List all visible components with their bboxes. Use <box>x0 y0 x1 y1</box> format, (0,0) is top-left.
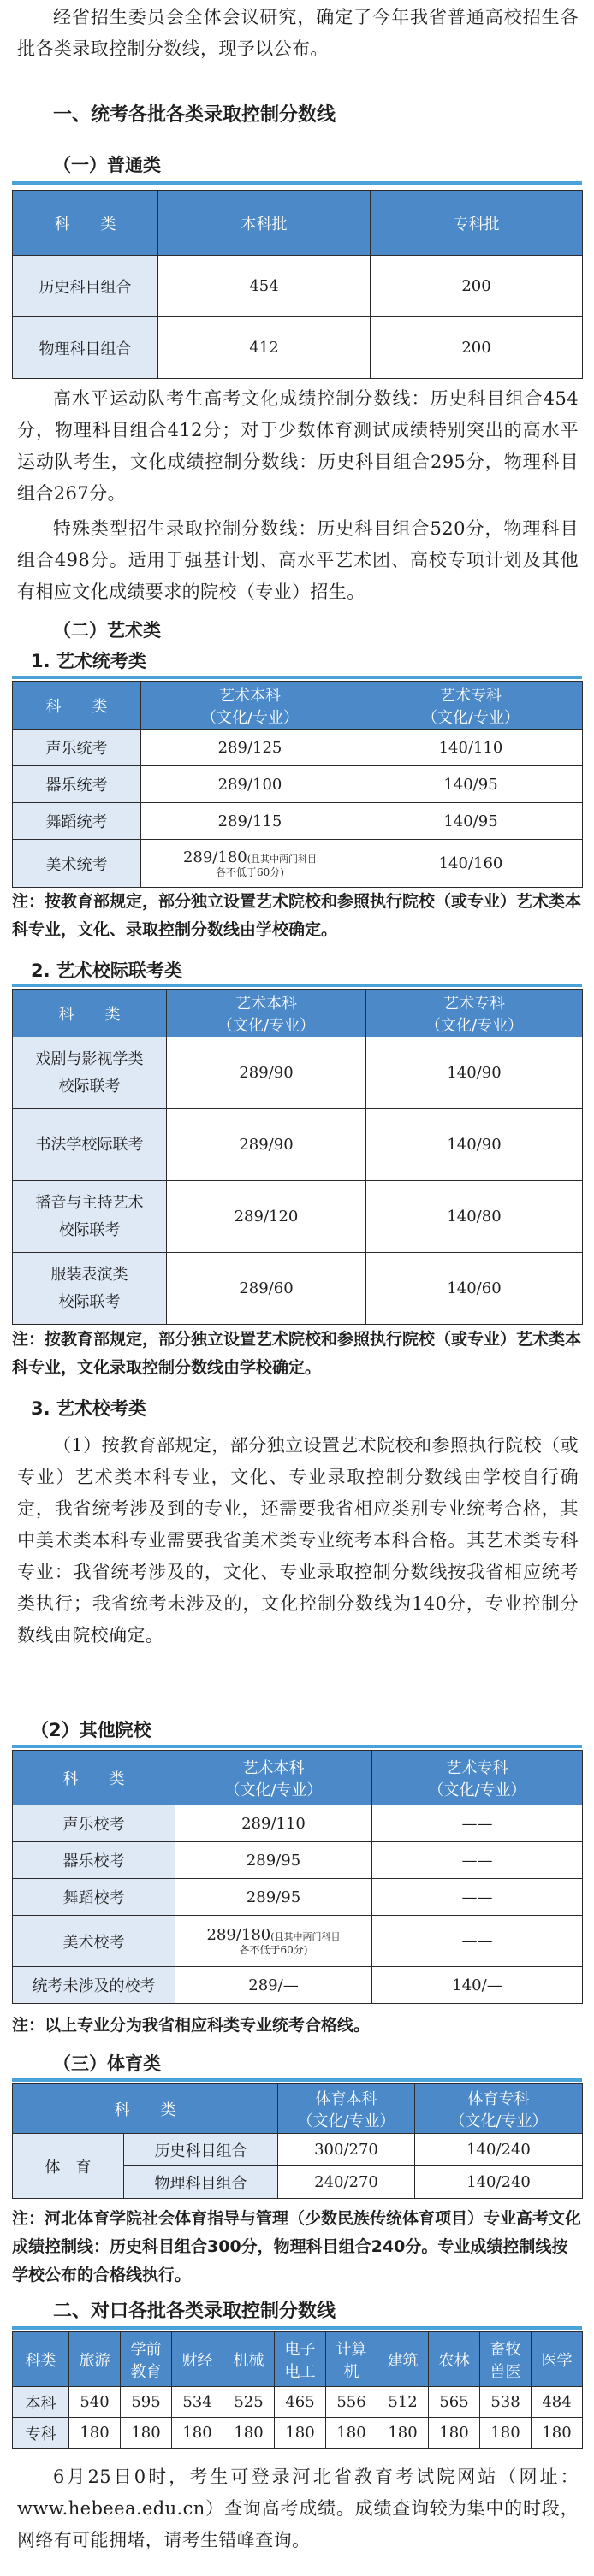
cell-value: 180 <box>275 2418 326 2449</box>
cell-value: 484 <box>532 2387 583 2418</box>
cell-value: 289/95 <box>175 1879 372 1916</box>
row-label: 器乐校考 <box>13 1842 175 1879</box>
cell-value: 412 <box>158 317 371 379</box>
cell-value: 180 <box>326 2418 377 2449</box>
table-row <box>13 256 583 317</box>
header-cell: 艺术本科 （文化/专业） <box>141 682 359 730</box>
cell-value: 140/90 <box>366 1037 583 1109</box>
cell-value: 140/160 <box>359 840 583 888</box>
table-row <box>13 2418 583 2449</box>
row-label: 本科 <box>13 2387 69 2418</box>
divider-bar <box>12 181 582 185</box>
cell-value: 289/— <box>175 1967 372 2004</box>
cell-value: 180 <box>480 2418 532 2449</box>
header-cell: 医学 <box>532 2332 583 2387</box>
row-label: 物理科目组合 <box>13 317 158 379</box>
cell-value: 140/240 <box>415 2166 583 2199</box>
divider-bar <box>12 2078 582 2082</box>
cell-value: 565 <box>429 2387 480 2418</box>
cell-value: 289/90 <box>167 1037 366 1109</box>
yishu-title: （二）艺术类 <box>53 620 161 641</box>
row-sublabel: 历史科目组合 <box>124 2134 278 2166</box>
table-row <box>13 730 583 766</box>
cell-value: 289/60 <box>167 1253 366 1325</box>
table-row <box>13 317 583 379</box>
divider-bar <box>12 2326 582 2330</box>
cell-value: 180 <box>532 2418 583 2449</box>
cell-value: 289/95 <box>175 1842 372 1879</box>
row-label: 书法学校际联考 <box>13 1109 167 1181</box>
cell-value: 140/95 <box>359 803 583 840</box>
xiaoji-title: 2. 艺术校际联考类 <box>31 960 182 981</box>
header-cell: 艺术本科 （文化/专业） <box>167 990 366 1037</box>
cell-value: 289/120 <box>167 1181 366 1253</box>
header-cell: 科 类 <box>13 682 141 730</box>
row-label: 戏剧与影视学类 校际联考 <box>13 1037 167 1109</box>
cell-value: —— <box>372 1879 583 1916</box>
table-row <box>13 1805 583 1842</box>
header-cell: 农林 <box>429 2332 480 2387</box>
cell-value: 289/90 <box>167 1109 366 1181</box>
table-row <box>13 1842 583 1879</box>
cell-value: 534 <box>172 2387 223 2418</box>
other-title: （2）其他院校 <box>31 1720 151 1740</box>
header-cell: 科 类 <box>13 1751 175 1805</box>
cell-value: 140/110 <box>359 730 583 766</box>
table-row <box>13 1181 583 1253</box>
cell-value: 180 <box>121 2418 172 2449</box>
row-label: 舞蹈统考 <box>13 803 141 840</box>
cell-value: 289/180(且其中两门科目 各不低于60分) <box>175 1916 372 1967</box>
table-row <box>13 2387 583 2418</box>
cell-value: —— <box>372 1842 583 1879</box>
cell-value: 289/125 <box>141 730 359 766</box>
putong-paragraph-2: 特殊类型招生录取控制分数线：历史科目组合520分，物理科目组合498分。适用于强基计划、高水平艺术团、高校专项计划及其他有相应文化成绩要求的院校（专业）招生。 <box>17 518 579 602</box>
row-label: 体 育 <box>13 2134 124 2199</box>
row-label: 声乐校考 <box>13 1805 175 1842</box>
table-row <box>13 1967 583 2004</box>
header-cell: 科 类 <box>13 2084 278 2134</box>
cell-value: 140/— <box>372 1967 583 2004</box>
cell-value: 454 <box>158 256 371 317</box>
tiyu-table <box>12 2083 583 2199</box>
row-label: 服装表演类 校际联考 <box>13 1253 167 1325</box>
row-label: 美术统考 <box>13 840 141 888</box>
tongkao-table <box>12 681 583 888</box>
cell-value: 140/240 <box>415 2134 583 2166</box>
row-label: 统考未涉及的校考 <box>13 1967 175 2004</box>
header-cell: 科 类 <box>13 990 167 1037</box>
header-cell: 建筑 <box>377 2332 429 2387</box>
header-cell: 体育专科 （文化/专业） <box>415 2084 583 2134</box>
cell-value: 180 <box>223 2418 275 2449</box>
intro-paragraph: 经省招生委员会全体会议研究，确定了今年我省普通高校招生各批各类录取控制分数线，现予以公布。 <box>17 7 579 59</box>
xiaokao-title: 3. 艺术校考类 <box>31 1398 146 1419</box>
cell-value: 556 <box>326 2387 377 2418</box>
row-label: 声乐统考 <box>13 730 141 766</box>
cell-value: 140/60 <box>366 1253 583 1325</box>
cell-value: 140/80 <box>366 1181 583 1253</box>
header-cell: 计算 机 <box>326 2332 377 2387</box>
header-cell: 科类 <box>13 2332 69 2387</box>
table-row <box>13 766 583 803</box>
cell-value: 180 <box>429 2418 480 2449</box>
row-label: 美术校考 <box>13 1916 175 1967</box>
cell-value: —— <box>372 1916 583 1967</box>
header-cell: 体育本科 （文化/专业） <box>278 2084 415 2134</box>
xiaoji-table <box>12 989 583 1325</box>
header-cell: 畜牧 兽医 <box>480 2332 532 2387</box>
other-note: 注：以上专业分为我省相应科类专业统考合格线。 <box>12 2016 371 2035</box>
header-cell: 艺术本科 （文化/专业） <box>175 1751 372 1805</box>
cell-value: 289/110 <box>175 1805 372 1842</box>
other-table <box>12 1750 583 2004</box>
cell-value: 289/180(且其中两门科目 各不低于60分) <box>141 840 359 888</box>
table-row <box>13 840 583 888</box>
cell-value: 140/95 <box>359 766 583 803</box>
tiyu-title: （三）体育类 <box>53 2053 161 2074</box>
header-cell: 艺术专科 （文化/专业） <box>366 990 583 1037</box>
header-cell: 艺术专科 （文化/专业） <box>359 682 583 730</box>
header-cell: 本科批 <box>158 191 371 256</box>
cell-value: 140/90 <box>366 1109 583 1181</box>
cell-value: 595 <box>121 2387 172 2418</box>
cell-value: 540 <box>69 2387 121 2418</box>
duikou-table <box>12 2331 583 2449</box>
putong-title: （一）普通类 <box>53 155 161 175</box>
table-row <box>13 803 583 840</box>
cell-value: 538 <box>480 2387 532 2418</box>
header-cell: 机械 <box>223 2332 275 2387</box>
header-cell: 科 类 <box>13 191 158 256</box>
row-sublabel: 物理科目组合 <box>124 2166 278 2199</box>
table-row <box>13 1253 583 1325</box>
table-row <box>13 1916 583 1967</box>
row-label: 专科 <box>13 2418 69 2449</box>
cell-value: 200 <box>371 256 583 317</box>
cell-value: 465 <box>275 2387 326 2418</box>
cell-value: 512 <box>377 2387 429 2418</box>
table-row <box>13 1109 583 1181</box>
table-row <box>13 1879 583 1916</box>
table-row <box>13 2134 583 2166</box>
cell-value: 525 <box>223 2387 275 2418</box>
footer-paragraph: 6月25日0时，考生可登录河北省教育考试院网站（网址：www.hebeea.edu.cn）查询高考成绩。成绩查询较为集中的时段，网络有可能拥堵，请考生错峰查询。 <box>17 2467 579 2550</box>
cell-value: 300/270 <box>278 2134 415 2166</box>
cell-value: 180 <box>69 2418 121 2449</box>
row-label: 器乐统考 <box>13 766 141 803</box>
row-label: 舞蹈校考 <box>13 1879 175 1916</box>
tiyu-note: 注：河北体育学院社会体育指导与管理（少数民族传统体育项目）专业高考文化成绩控制线：历史科目组合300分，物理科目组合240分。专业成绩控制线按学校公布的合格线执行。 <box>12 2209 582 2284</box>
row-label: 播音与主持艺术 校际联考 <box>13 1181 167 1253</box>
cell-value: 289/115 <box>141 803 359 840</box>
header-cell: 旅游 <box>69 2332 121 2387</box>
cell-value: 180 <box>377 2418 429 2449</box>
putong-paragraph-1: 高水平运动队考生高考文化成绩控制分数线：历史科目组合454分，物理科目组合412分；对于少数体育测试成绩特别突出的高水平运动队考生，文化成绩控制分数线：历史科目组合295分，物理科目组合267分。 <box>17 388 579 504</box>
divider-bar <box>12 984 582 987</box>
xiaoji-note: 注：按教育部规定，部分独立设置艺术院校和参照执行院校（或专业）艺术类本科专业，文化录取控制分数线由学校确定。 <box>12 1330 582 1377</box>
tongkao-note: 注：按教育部规定，部分独立设置艺术院校和参照执行院校（或专业）艺术类本科专业，文化、录取控制分数线由学校确定。 <box>12 892 582 939</box>
divider-bar <box>12 676 582 679</box>
header-cell: 电子 电工 <box>275 2332 326 2387</box>
header-cell: 财经 <box>172 2332 223 2387</box>
xiaokao-paragraph: （1）按教育部规定，部分独立设置艺术院校和参照执行院校（或专业）艺术类本科专业，文化、专业录取控制分数线由学校自行确定，我省统考涉及到的专业，还需要我省相应类别专业统考合格，其中美术类本科专业需要我省美术类专业统考本科合格。其艺术类专科专业：我省统考涉及的，文化、专业录取控制分数线按我省相应统考类执行；我省统考未涉及的，文化控制分数线为140分，专业控制分数线由院校确定。 <box>17 1435 579 1645</box>
header-cell: 专科批 <box>371 191 583 256</box>
section1-title: 一、统考各批各类录取控制分数线 <box>53 104 336 126</box>
row-label: 历史科目组合 <box>13 256 158 317</box>
cell-value: 289/100 <box>141 766 359 803</box>
tongkao-title: 1. 艺术统考类 <box>31 651 146 671</box>
divider-bar <box>12 1745 582 1748</box>
cell-value: —— <box>372 1805 583 1842</box>
section2-title: 二、对口各批各类录取控制分数线 <box>53 2301 336 2322</box>
cell-value: 200 <box>371 317 583 379</box>
cell-value: 240/270 <box>278 2166 415 2199</box>
putong-table <box>12 190 583 379</box>
table-row <box>13 1037 583 1109</box>
header-cell: 艺术专科 （文化/专业） <box>372 1751 583 1805</box>
cell-value: 180 <box>172 2418 223 2449</box>
header-cell: 学前 教育 <box>121 2332 172 2387</box>
